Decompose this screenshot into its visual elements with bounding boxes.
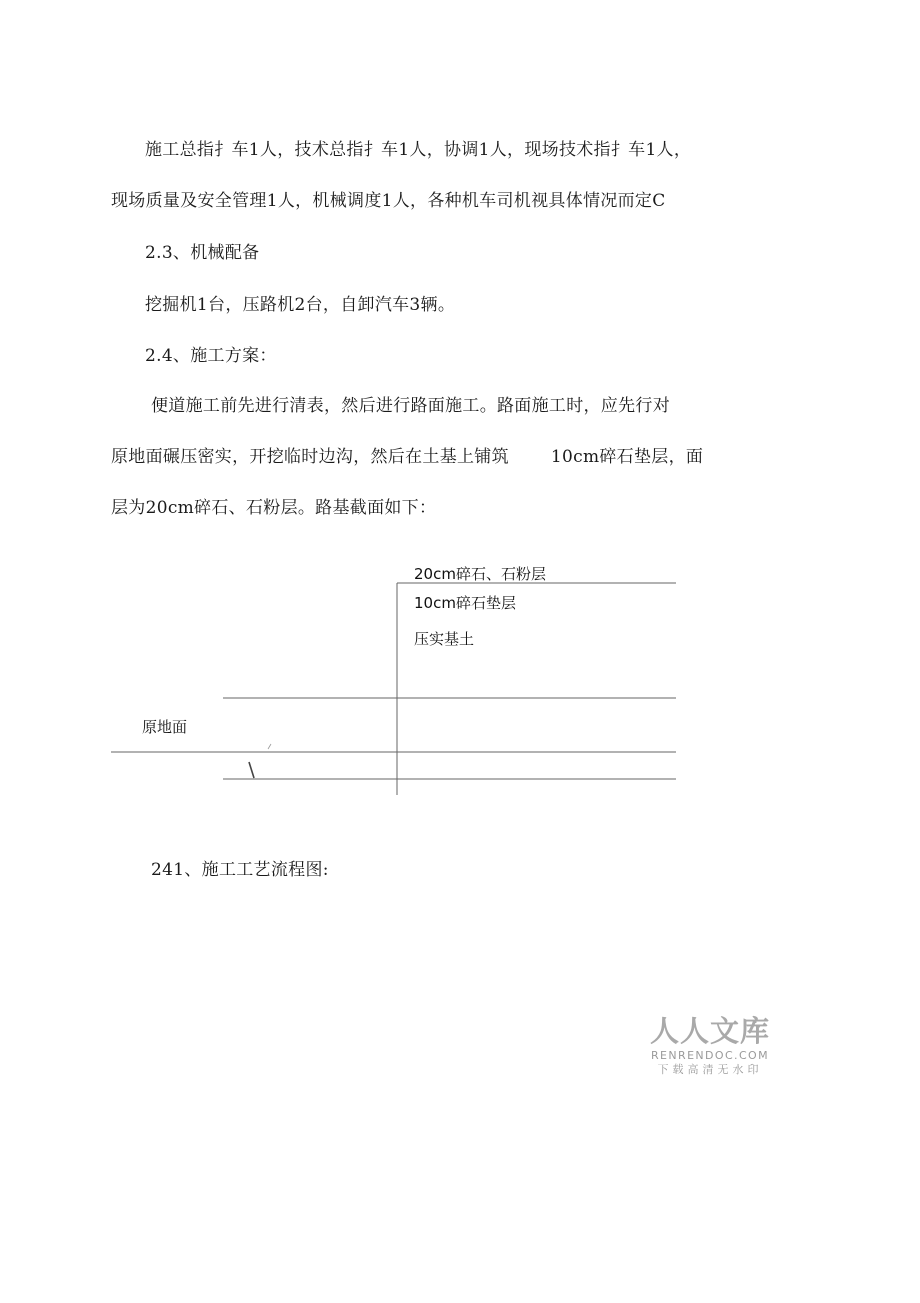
paragraph-plan-line-2-part-a: 原地面碾压密实，开挖临时边沟，然后在土基上铺筑 <box>111 447 509 467</box>
label-top-layer: 20cm碎石、石粉层 <box>414 565 546 583</box>
paragraph-staff-line-2: 现场质量及安全管理1人，机械调度1人，各种机车司机视具体情况而定C <box>111 191 666 211</box>
paragraph-plan-line-2-part-b: 10cm碎石垫层，面 <box>550 447 704 467</box>
ditch-slope-mark <box>268 744 271 749</box>
ditch-slope-line <box>249 762 254 778</box>
heading-2-3: 2.3、机械配备 <box>145 243 260 263</box>
paragraph-plan-line-1: 便道施工前先进行清表，然后进行路面施工。路面施工时，应先行对 <box>151 396 670 416</box>
watermark-tagline: 下载高清无水印 <box>657 1063 763 1076</box>
label-middle-layer: 10cm碎石垫层 <box>414 594 516 612</box>
label-original-ground: 原地面 <box>142 718 188 736</box>
watermark-brand-cn: 人人文库 <box>649 1014 770 1048</box>
paragraph-machines: 挖掘机1台，压路机2台，自卸汽车3辆。 <box>145 295 456 315</box>
label-base-layer: 压实基土 <box>414 630 475 648</box>
heading-2-4-1: 241、施工工艺流程图: <box>151 860 329 880</box>
heading-2-4: 2.4、施工方案： <box>145 346 277 366</box>
paragraph-staff-line-1: 施工总指扌车1人，技术总指扌车1人，协调1人，现场技术指扌车1人， <box>145 140 692 160</box>
watermark-brand-en: RENRENDOC.COM <box>651 1049 769 1062</box>
paragraph-plan-line-3: 层为20cm碎石、石粉层。路基截面如下： <box>111 498 437 518</box>
